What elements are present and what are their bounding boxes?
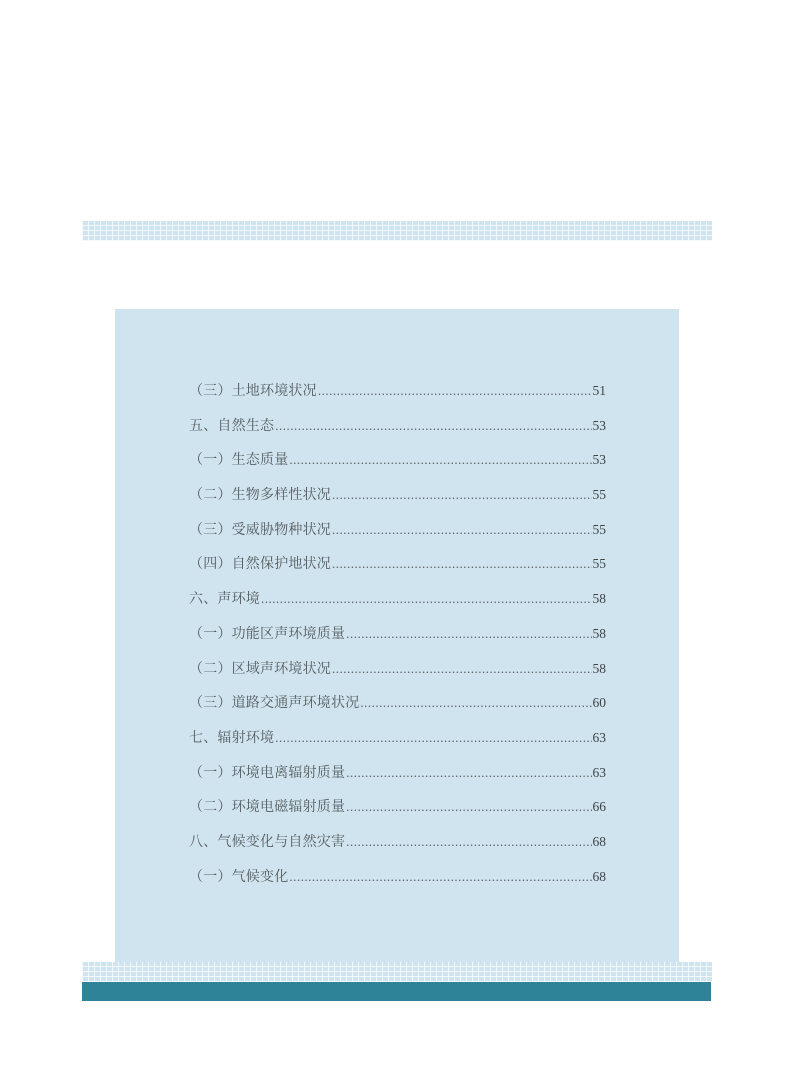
toc-entry[interactable] [189,692,606,727]
toc-entry-page: 63 [592,764,606,780]
toc-entry-label: （二）生物多样性状况 [189,487,331,504]
toc-entry-page: 53 [592,417,606,433]
toc-entry-label: 六、声环境 [189,591,260,608]
toc-entry-label: （二）环境电磁辐射质量 [189,799,346,816]
toc-leader-dots [360,695,591,711]
toc-entry-page: 55 [592,487,606,503]
toc-entry[interactable] [189,449,606,484]
toc-leader-dots [346,626,591,642]
footer-bar [82,982,711,1001]
toc-entry[interactable] [189,484,606,519]
toc-entry[interactable] [189,727,606,762]
toc-entry-label: 五、自然生态 [189,417,275,434]
toc-entry-label: （二）区域声环境状况 [189,660,331,677]
toc-panel [115,309,679,962]
toc-leader-dots [332,661,592,677]
toc-entry[interactable] [189,380,606,415]
toc-entry-label: （三）土地环境状况 [189,383,317,399]
toc-entry[interactable] [189,623,606,658]
toc-entry-page: 53 [592,452,606,468]
toc-entry[interactable] [189,762,606,797]
toc-entry-label: （四）自然保护地状况 [189,556,331,573]
toc-entry-page: 55 [592,521,606,537]
toc-entry-page: 58 [592,625,606,641]
toc-leader-dots [332,522,592,538]
toc-entry-label: （一）生态质量 [189,452,289,469]
decorative-band-top [82,221,712,241]
toc-entry[interactable] [189,553,606,588]
toc-entry-page: 60 [592,695,606,711]
toc-entry-label: （三）受威胁物种状况 [189,521,331,538]
toc-entry-page: 66 [592,799,606,815]
toc-list [189,380,606,900]
toc-leader-dots [261,591,592,607]
toc-entry-page: 51 [592,383,606,398]
toc-entry-label: 八、气候变化与自然灾害 [189,833,346,850]
toc-entry-page: 58 [592,591,606,607]
toc-leader-dots [289,869,591,885]
toc-entry[interactable] [189,831,606,866]
toc-leader-dots [332,487,592,503]
decorative-band-bottom [82,962,712,982]
toc-entry-label: （一）环境电离辐射质量 [189,764,346,781]
toc-leader-dots [318,383,592,399]
toc-entry-page: 68 [592,833,606,849]
toc-leader-dots [346,834,591,850]
toc-entry[interactable] [189,415,606,450]
toc-leader-dots [289,452,591,468]
toc-entry-page: 55 [592,556,606,572]
toc-entry-page: 58 [592,660,606,676]
toc-entry[interactable] [189,796,606,831]
toc-entry[interactable] [189,866,606,901]
toc-entry-label: （三）道路交通声环境状况 [189,695,360,712]
toc-entry-label: （一）功能区声环境质量 [189,625,346,642]
toc-leader-dots [346,765,591,781]
toc-entry[interactable] [189,519,606,554]
toc-entry-label: 七、辐射环境 [189,729,275,746]
toc-entry-page: 63 [592,729,606,745]
toc-entry-label: （一）气候变化 [189,868,289,885]
toc-leader-dots [346,799,591,815]
toc-leader-dots [275,730,591,746]
toc-entry[interactable] [189,588,606,623]
toc-entry[interactable] [189,658,606,693]
toc-leader-dots [275,418,591,434]
toc-leader-dots [332,556,592,572]
toc-entry-page: 68 [592,868,606,884]
